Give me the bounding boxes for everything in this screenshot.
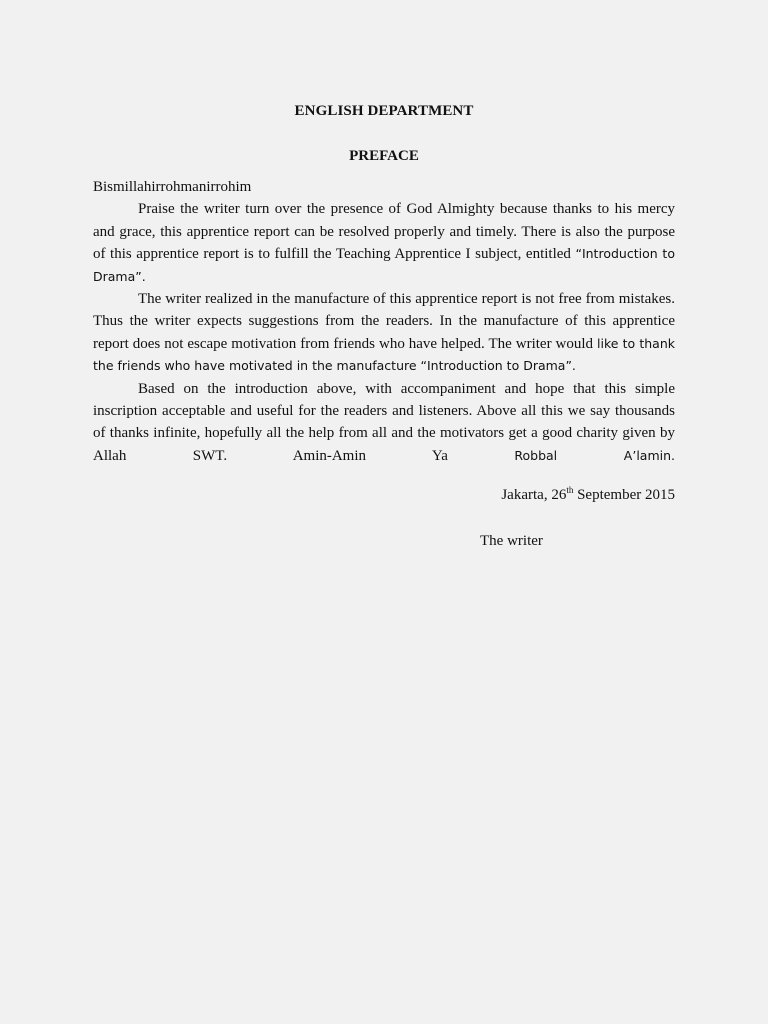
department-heading: ENGLISH DEPARTMENT <box>294 103 474 119</box>
preface-body <box>93 176 675 467</box>
paragraph-2-tail: like to thank the friends who have motivated in the manufacture “Introduction to Drama”. <box>93 335 675 374</box>
page-title: PREFACE <box>349 148 419 164</box>
paragraph-1-text: Praise the writer turn over the presence of God Almighty because thanks to his mercy and grace, this apprentice report can be resolved properly and timely. There is also the purpose of this apprentice report is to fulfill the Teaching Apprentice I subject, entitled <box>93 201 675 263</box>
day-suffix: th <box>566 485 574 495</box>
paragraph-3-tail: Robbal A’lamin. <box>514 447 676 463</box>
document-page <box>93 0 675 1024</box>
place-date <box>501 487 675 504</box>
paragraph-1 <box>93 198 675 288</box>
month-year: September 2015 <box>573 487 675 503</box>
paragraph-2 <box>93 288 675 378</box>
paragraph-2-text: The writer realized in the manufacture of this apprentice report is not free from mistakes. Thus the writer expects suggestions from the readers. In the manufacture of this apprentice report does not escape motivation from friends who have helped. The writer would <box>93 291 675 352</box>
paragraph-1-title: “Introduction to Drama”. <box>93 246 675 284</box>
opening-line: Bismillahirrohmanirrohim <box>93 179 252 195</box>
place-date-text: Jakarta, 26 <box>501 487 567 503</box>
signoff: The writer <box>480 533 543 549</box>
paragraph-3 <box>93 378 675 468</box>
paragraph-3-text: Based on the introduction above, with accompaniment and hope that this simple inscription acceptable and useful for the readers and listeners. Above all this we say thousands of thanks infinite, hopefully all the help from all and the motivators get a good charity given by Allah SWT. Amin-Amin Ya <box>93 380 675 464</box>
